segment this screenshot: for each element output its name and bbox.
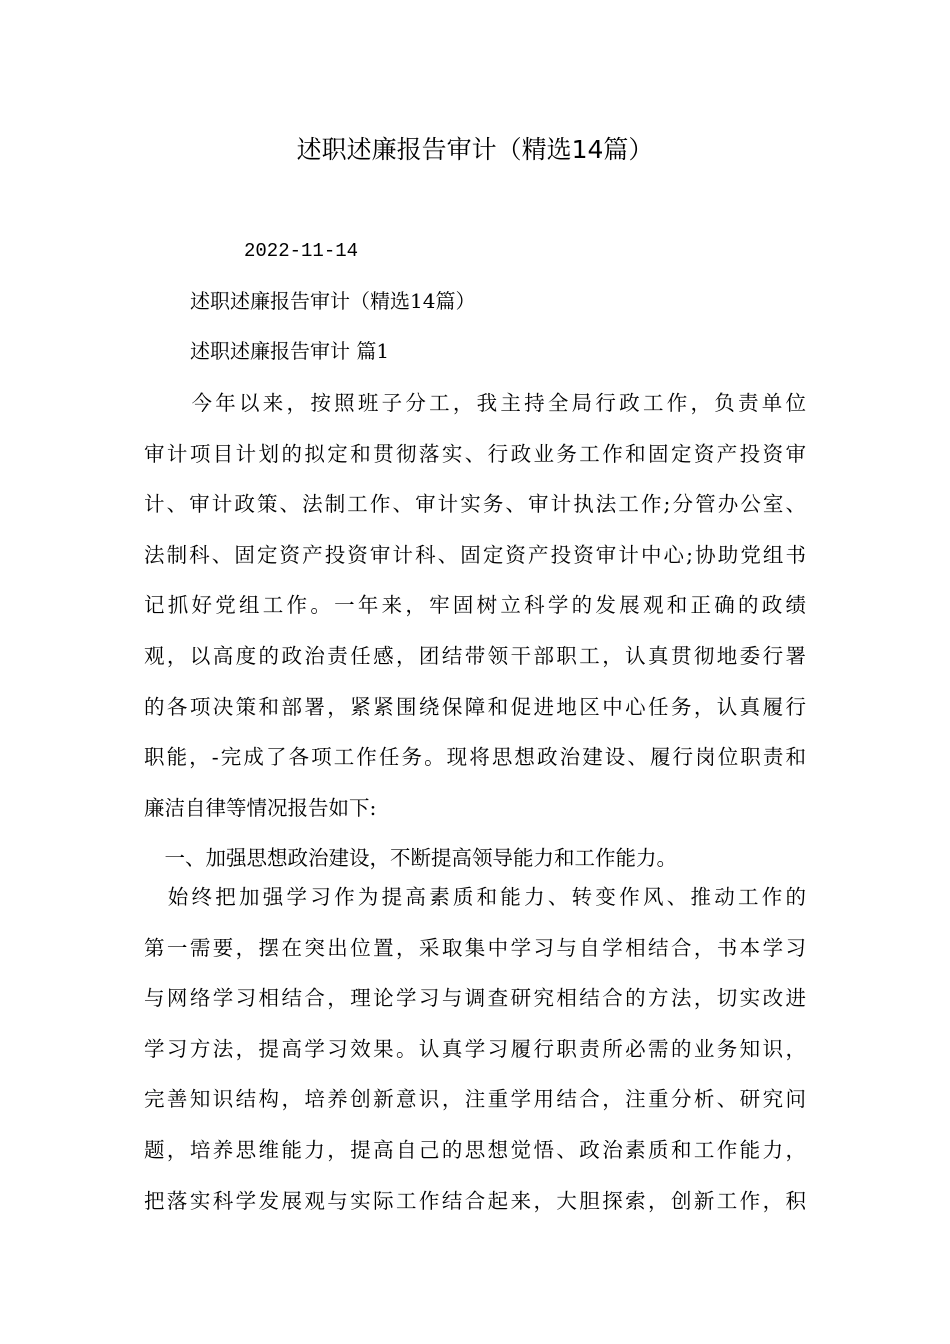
paragraph-line: 廉洁自律等情况报告如下:: [144, 795, 377, 820]
document-title: 述职述廉报告审计（精选14篇）: [296, 135, 654, 164]
paragraph-line: 完善知识结构，培养创新意识，注重学用结合，注重分析、研究问: [144, 1087, 806, 1112]
section-heading-line: 一、加强思想政治建设，不断提高领导能力和工作能力。: [144, 846, 677, 870]
paragraph-line: 观，以高度的政治责任感，团结带领干部职工，认真贯彻地委行署: [144, 643, 806, 668]
paragraph-line: 计、审计政策、法制工作、审计实务、审计执法工作;分管办公室、: [144, 492, 806, 517]
paragraph-line: 审计项目计划的拟定和贯彻落实、行政业务工作和固定资产投资审: [144, 441, 806, 466]
paragraph-line: 始终把加强学习作为提高素质和能力、转变作风、推动工作的: [144, 885, 806, 909]
paragraph-line: 第一需要，摆在突出位置，采取集中学习与自学相结合，书本学习: [144, 935, 806, 960]
paragraph-line: 记抓好党组工作。一年来，牢固树立科学的发展观和正确的政绩: [144, 593, 806, 618]
document-date: 2022-11-14: [244, 240, 359, 262]
document-subtitle: 述职述廉报告审计（精选14篇）: [190, 289, 476, 313]
paragraph-line: 学习方法，提高学习效果。认真学习履行职责所必需的业务知识，: [144, 1036, 806, 1061]
paragraph-line: 今年以来，按照班子分工，我主持全局行政工作，负责单位: [144, 391, 806, 415]
paragraph-2: [144, 872, 806, 1226]
paragraph-1: [144, 378, 806, 833]
paragraph-line: 职能，-完成了各项工作任务。现将思想政治建设、履行岗位职责和: [144, 745, 806, 770]
section-heading: 述职述廉报告审计 篇1: [190, 339, 390, 363]
paragraph-line: 把落实科学发展观与实际工作结合起来，大胆探索，创新工作，积: [144, 1188, 806, 1213]
paragraph-line: 题，培养思维能力，提高自己的思想觉悟、政治素质和工作能力，: [144, 1137, 806, 1162]
paragraph-line: 法制科、固定资产投资审计科、固定资产投资审计中心;协助党组书: [144, 542, 806, 567]
paragraph-line: 与网络学习相结合，理论学习与调查研究相结合的方法，切实改进: [144, 986, 806, 1011]
paragraph-line: 的各项决策和部署，紧紧围绕保障和促进地区中心任务，认真履行: [144, 694, 806, 719]
